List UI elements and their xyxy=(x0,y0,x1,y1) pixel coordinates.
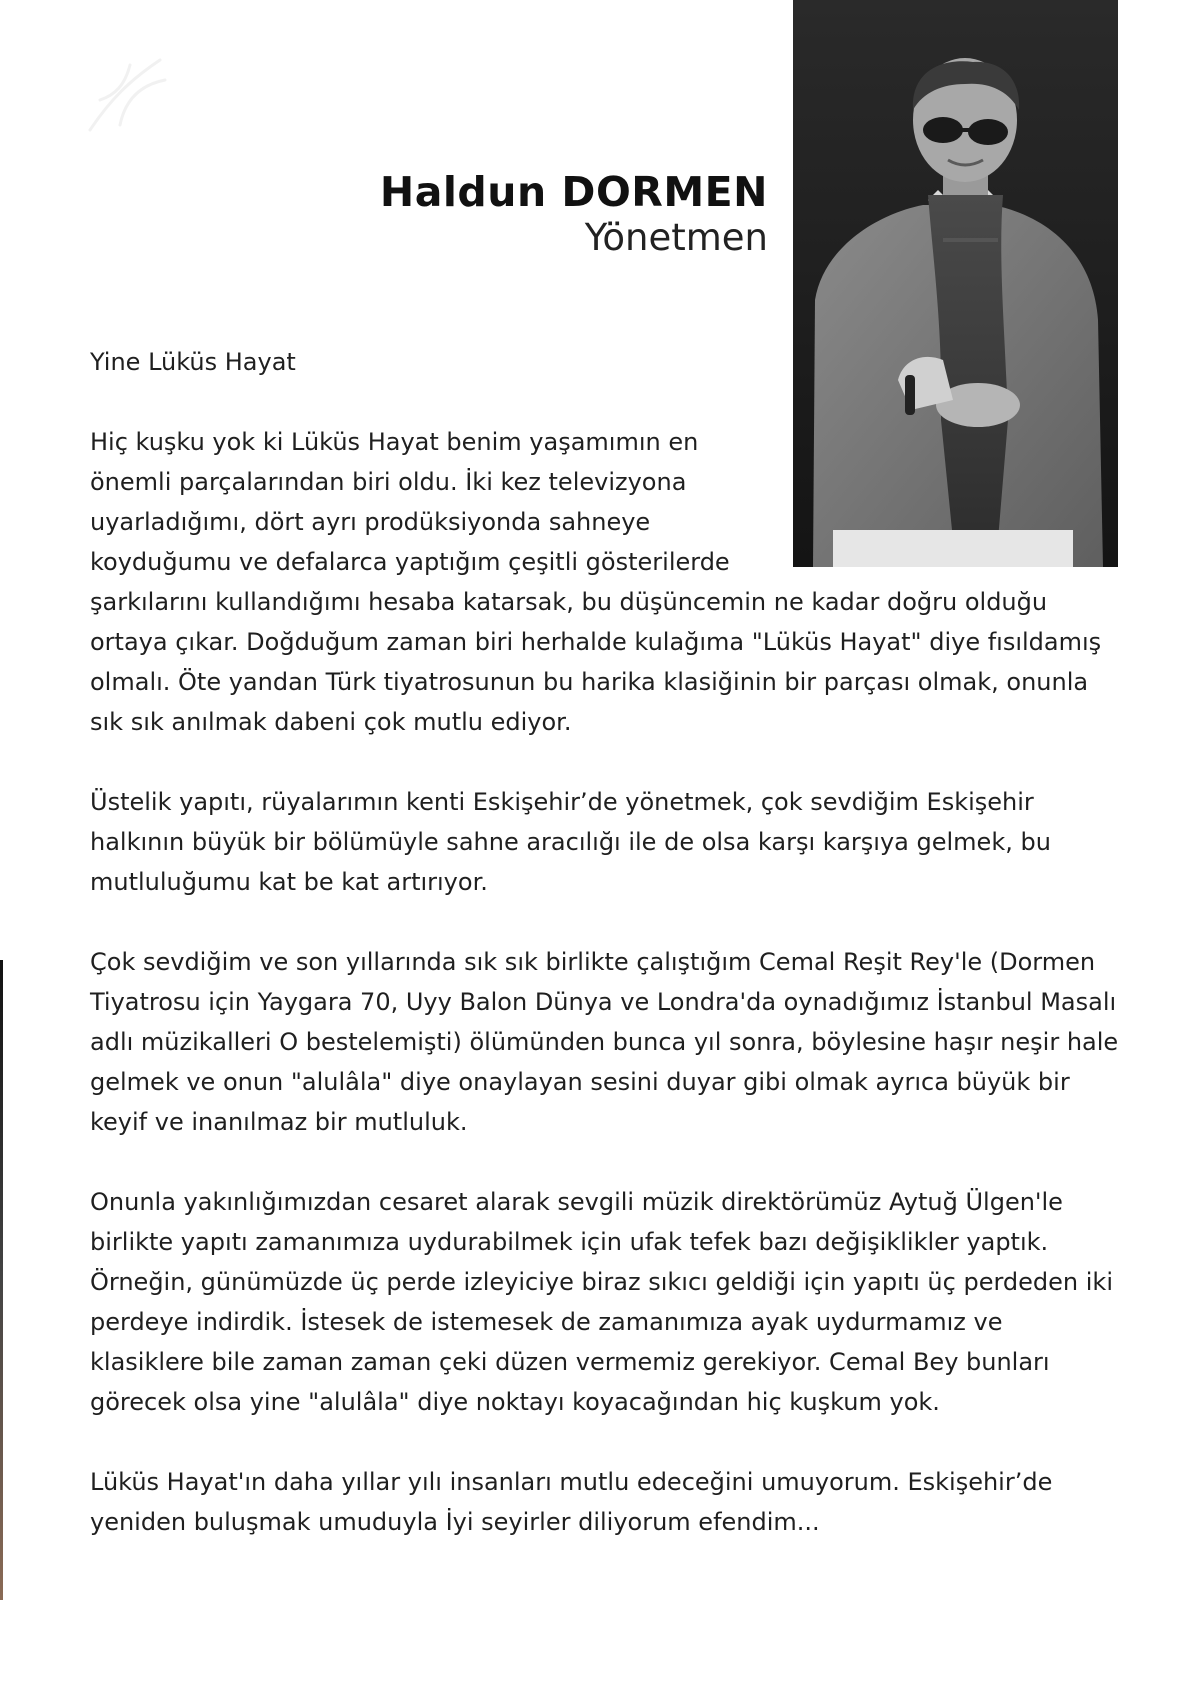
decorative-flourish-icon xyxy=(70,40,180,150)
author-name: Haldun DORMEN xyxy=(379,168,768,216)
article-paragraph-2: Üstelik yapıtı, rüyalarımın kenti Eskişehir’de yönetmek, çok sevdiğim Eskişehir halkının büyük bir bölümüyle sahne aracılığı ile de olsa karşı karşıya gelmek, bu mutluluğumu kat be kat artırıyor. xyxy=(90,788,1051,896)
article-paragraph-1: Hiç kuşku yok ki Lüküs Hayat benim yaşamımın en önemli parçalarından biri oldu. İki kez televizyona uyarladığımı, dört ayrı prodüksiyonda sahneye koyduğumu ve defalarca yaptığım çeşitli gösterilerde şarkılarını kullandığımı hesaba katarsak, bu düşüncemin ne kadar doğru olduğu ortaya çıkar. Doğduğum zaman biri herhalde kulağıma "Lüküs Hayat" diye fısıldamış olmalı. Öte yandan Türk tiyatrosunun bu harika klasiğinin bir parçası olmak, onunla sık sık anılmak dabeni çok mutlu ediyor. xyxy=(90,428,1102,736)
page-edge-strip xyxy=(0,960,3,1600)
article-title: Yine Lüküs Hayat xyxy=(90,348,296,376)
article-paragraph-5: Lüküs Hayat'ın daha yıllar yılı insanları mutlu edeceğini umuyorum. Eskişehir’de yeniden buluşmak umuduyla İyi seyirler diliyorum efendim... xyxy=(90,1468,1053,1536)
author-header xyxy=(380,168,768,260)
photo-wrap-spacer xyxy=(780,342,1120,564)
article-body xyxy=(90,342,1120,1582)
article-paragraph-4: Onunla yakınlığımızdan cesaret alarak sevgili müzik direktörümüz Aytuğ Ülgen'le birlikte yapıtı zamanımıza uydurabilmek için ufak tefek bazı değişiklikler yaptık. Örneğin, günümüzde üç perde izleyiciye biraz sıkıcı geldiği için yapıtı üç perdeden iki perdeye indirdik. İstesek de istemesek de zamanımıza ayak uydurmamız ve klasiklere bile zaman zaman çeki düzen vermemiz gerekiyor. Cemal Bey bunları görecek olsa yine "alulâla" diye noktayı koyacağından hiç kuşkum yok. xyxy=(90,1188,1113,1416)
article-paragraph-3: Çok sevdiğim ve son yıllarında sık sık birlikte çalıştığım Cemal Reşit Rey'le (Dormen Tiyatrosu için Yaygara 70, Uyy Balon Dünya ve Londra'da oynadığımız İstanbul Masalı adlı müzikalleri O bestelemişti) ölümünden bunca yıl sonra, böylesine haşır neşir hale gelmek ve onun "alulâla" diye onaylayan sesini duyar gibi olmak ayrıca büyük bir keyif ve inanılmaz bir mutluluk. xyxy=(90,948,1119,1136)
author-role: Yönetmen xyxy=(584,216,768,259)
